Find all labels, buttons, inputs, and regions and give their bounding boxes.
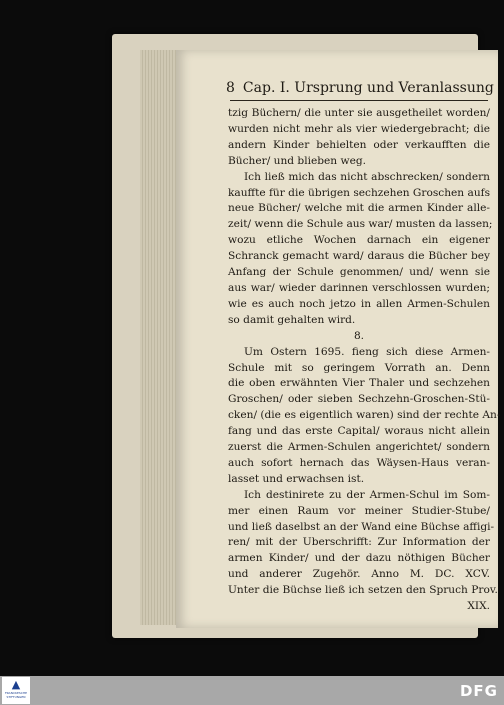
head-rule (230, 100, 488, 101)
library-logo-text: FRANCKESCHE STIFTUNGEN (4, 691, 28, 699)
text-line: die oben erwähnten Vier Thaler und sechzehen (228, 377, 490, 390)
text-line: wozu etliche Wochen darnach ein eigener (228, 234, 490, 247)
page-text (228, 106, 501, 615)
text-line: Ich ließ mich das nicht abschrecken/ sondern (244, 170, 490, 183)
text-line: und ließ daselbst an der Wand eine Büchse affigi- (228, 520, 495, 533)
text-line: Schule mit so geringem Vorrath an. Denn (228, 361, 490, 374)
text-line: so damit gehalten wird. (228, 313, 356, 326)
text-line: Um Ostern 1695. fieng sich diese Armen- (244, 345, 490, 358)
text-line: wie es auch noch jetzo in allen Armen-Schulen (228, 297, 490, 310)
text-line: aus war/ wieder darinnen verschlossen wurden; (228, 281, 490, 294)
text-line: mer einen Raum vor meiner Studier-Stube/ (228, 504, 490, 517)
text-line: Bücher/ und blieben weg. (228, 154, 366, 167)
text-line: neue Bücher/ welche mit die armen Kinder alle- (228, 202, 490, 215)
text-line: Groschen/ oder sieben Sechzehn-Groschen-Stü- (228, 393, 490, 406)
text-line: Ich destinirete zu der Armen-Schul im Som- (244, 488, 490, 501)
dfg-logo[interactable]: DFG (459, 682, 498, 700)
text-line: zeit/ wenn die Schule aus war/ musten da lassen; (228, 218, 493, 231)
section-number: 8. (353, 329, 365, 342)
library-logo[interactable] (2, 677, 30, 704)
text-line: kauffte für die übrigen sechzehen Groschen aufs (228, 186, 490, 199)
text-line: Schranck gemacht ward/ daraus die Bücher bey (228, 250, 490, 263)
text-line: lasset und erwachsen ist. (228, 472, 365, 485)
text-line: armen Kinder/ und der dazu nöthigen Bücher (228, 552, 490, 565)
running-head-title: Cap. I. Ursprung und Veranlassung (242, 80, 494, 96)
text-line: auch sofort hernach das Wäysen-Haus veran- (228, 456, 490, 469)
text-line: fang und das erste Capital/ woraus nicht allein (228, 425, 490, 438)
text-line: zuerst die Armen-Schulen angerichtet/ sondern (228, 441, 490, 454)
text-line: ren/ mit der Uberschrifft: Zur Information der (228, 536, 490, 549)
text-line: andern Kinder behielten oder verkaufften die (228, 138, 490, 151)
running-head (226, 80, 494, 96)
text-line: Anfang der Schule genommen/ und/ wenn sie (228, 266, 490, 279)
book-page (176, 50, 501, 628)
text-line: wurden nicht mehr als vier wiedergebracht; die (228, 122, 490, 135)
viewer-footer (0, 676, 504, 705)
catchword: XIX. (467, 600, 490, 613)
page-edges (140, 50, 180, 625)
page-number: 8 (226, 80, 235, 96)
eagle-icon: ▲ (11, 678, 21, 691)
text-line: und anderer Zugehör. Anno M. DC. XCV. (228, 568, 490, 581)
text-line: Unter die Büchse ließ ich setzen den Spruch Prov. (228, 584, 498, 597)
text-line: tzig Büchern/ die unter sie ausgetheilet worden/ (228, 107, 490, 119)
text-line: cken/ (die es eigentlich waren) sind der rechte An- (228, 409, 501, 422)
